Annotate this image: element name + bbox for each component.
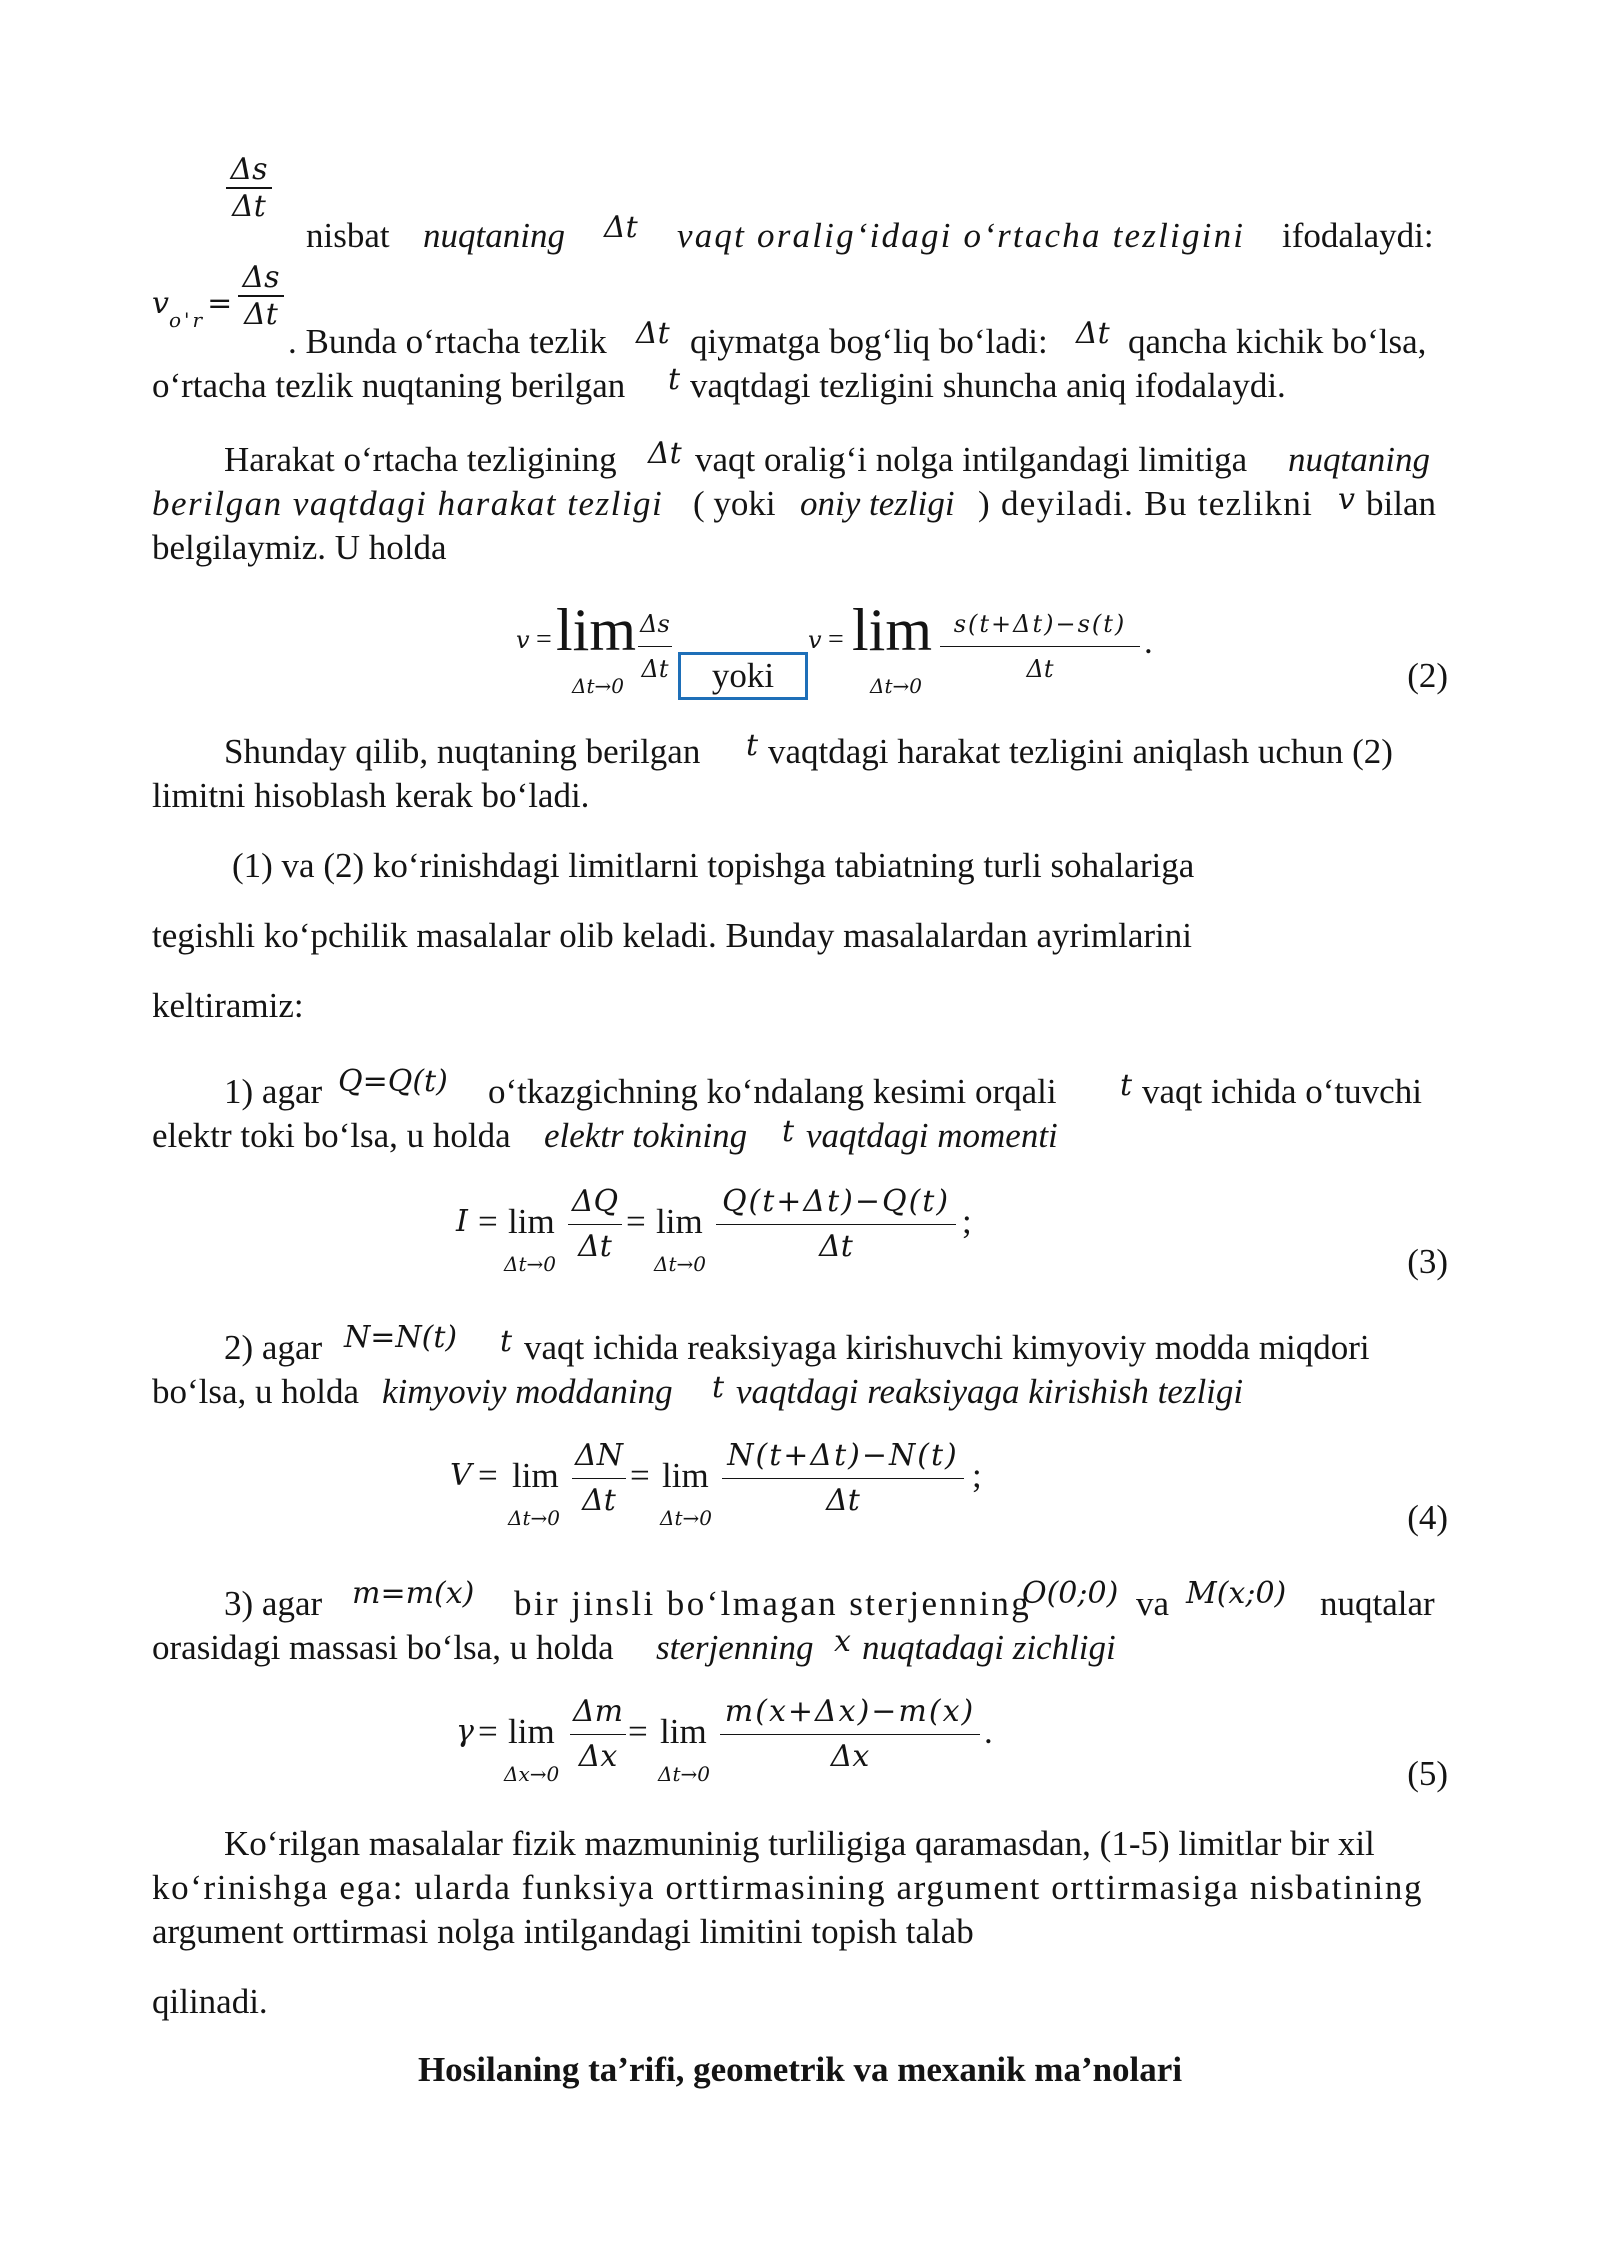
yoki-textbox[interactable]: yoki <box>678 652 808 700</box>
equation-number-5: (5) <box>1407 1754 1448 1793</box>
v-avg-symbol: $v_{o'r}=$ <box>152 286 233 332</box>
fraction-v-avg: Δs Δt <box>238 260 284 332</box>
p1-line1: nisbat <box>306 216 390 255</box>
p7-line1: 3) agar <box>224 1584 323 1623</box>
p2-line3: belgilaymiz. U holda <box>152 528 447 567</box>
p4-line2: tegishli ko‘pchilik masalalar olib keladi. Bunday masalalardan ayrimlarini <box>152 916 1192 955</box>
p5-line1: 1) agar <box>224 1072 323 1111</box>
p1-line3: o‘rtacha tezlik nuqtaning berilgan <box>152 366 626 405</box>
p6-line1: 2) agar <box>224 1328 323 1367</box>
equation-number-4: (4) <box>1407 1498 1448 1537</box>
p7-line2: orasidagi massasi bo‘lsa, u holda <box>152 1628 614 1667</box>
p8-line4: qilinadi. <box>152 1982 268 2021</box>
p3-line1: Shunday qilib, nuqtaning berilgan <box>224 732 701 771</box>
p6-line2: bo‘lsa, u holda <box>152 1372 360 1411</box>
fraction-denominator: Δt <box>232 189 266 224</box>
p4-line1: (1) va (2) ko‘rinishdagi limitlarni topishga tabiatning turli sohalariga <box>232 846 1195 885</box>
document-page: Δs Δt nisbat nuqtaning Δt vaqt oralig‘idagi o‘rtacha tezligini ifodalaydi: $v_{o'r}=$ Δs Δt . Bunda o‘rtacha tezlik Δt qiymatga bog‘liq bo‘ladi: Δt qancha kichik bo‘lsa, o‘rtacha tezlik nuqtaning berilgan t vaqtdagi tezligini shuncha aniq ifodalaydi. Harakat o‘rtacha tezligining Δt vaqt oralig‘i nolga intilgandagi limitiga nuqtaning berilgan vaqtdagi harakat tezligi ( yoki oniy tezligi ) deyiladi. Bu tezlikni v bilan belgilaymiz. U holda v = lim Δt→0 Δs Δt yoki v = lim Δt→0 s(t+Δt)−s(t) Δt . (2) Shunday qilib, nuqtaning berilgan t vaqtdagi harakat tezligini aniqlash uchun (2) limitni hisoblash kerak bo‘ladi. (1) va (2) ko‘rinishdagi limitlarni topishga tabiatning turli sohalariga tegishli ko‘pchilik masalalar olib keladi. Bunday masalalardan ayrimlarini keltiramiz: 1) agar Q=Q(t) o‘tkazgichning ko‘ndalang kesimi orqali t vaqt ichida o‘tuvchi elektr toki bo‘lsa, u holda elektr tokining t vaqtdagi momenti I = lim Δt→0 ΔQ Δt = lim Δt→0 Q(t+Δt)−Q(t) Δt ; (3) 2) agar N=N(t) t vaqt ichida reaksiyaga kirishuvchi kimyoviy modda miqdori bo‘lsa, u holda kimyoviy moddaning t vaqtdagi reaksiyaga kirishish tezligi V = lim Δt→0 ΔN Δt = lim Δt→0 N(t+Δt)−N(t) Δt ; (4) 3) agar m=m(x) bir jinsli bo‘lmagan sterjenning O(0;0) va M(x;0) nuqtalar orasidagi massasi bo‘lsa, u holda sterjenning x nuqtadagi zichligi γ = lim Δx→0 Δm Δx = lim Δt→0 m(x+Δx)−m(x) Δx . (5) Ko‘rilgan masalalar fizik mazmuninig turliligiga qaramasdan, (1-5) limitlar bir xil ko‘rinishga ega: ularda funksiya orttirmasining argument orttirmasiga nisbatining argument orttirmasi nolga intilgandagi limitini topish talab qilinadi. Hosilaning ta’rifi, geometrik va mexanik ma’nolari <box>0 0 1600 2262</box>
equation-number-2: (2) <box>1407 656 1448 695</box>
p2-line2: berilgan vaqtdagi harakat tezligi <box>152 484 664 523</box>
fraction-ds-dt <box>226 152 272 224</box>
p2-line1: Harakat o‘rtacha tezligining <box>224 440 617 479</box>
section-heading: Hosilaning ta’rifi, geometrik va mexanik ma’nolari <box>417 2050 1183 2089</box>
p3-line2: limitni hisoblash kerak bo‘ladi. <box>152 776 590 815</box>
p1-line2: . Bunda o‘rtacha tezlik <box>288 322 607 361</box>
p4-line3: keltiramiz: <box>152 986 304 1025</box>
equation-number-3: (3) <box>1407 1242 1448 1281</box>
p8-line1: Ko‘rilgan masalalar fizik mazmuninig turliligiga qaramasdan, (1-5) limitlar bir xil <box>224 1824 1375 1863</box>
p8-line3: argument orttirmasi nolga intilgandagi limitini topish talab <box>152 1912 974 1951</box>
p8-line2: ko‘rinishga ega: ularda funksiya orttirmasining argument orttirmasiga nisbatining <box>152 1868 1424 1907</box>
p5-line2: elektr toki bo‘lsa, u holda <box>152 1116 511 1155</box>
fraction-numerator: Δs <box>230 152 268 187</box>
